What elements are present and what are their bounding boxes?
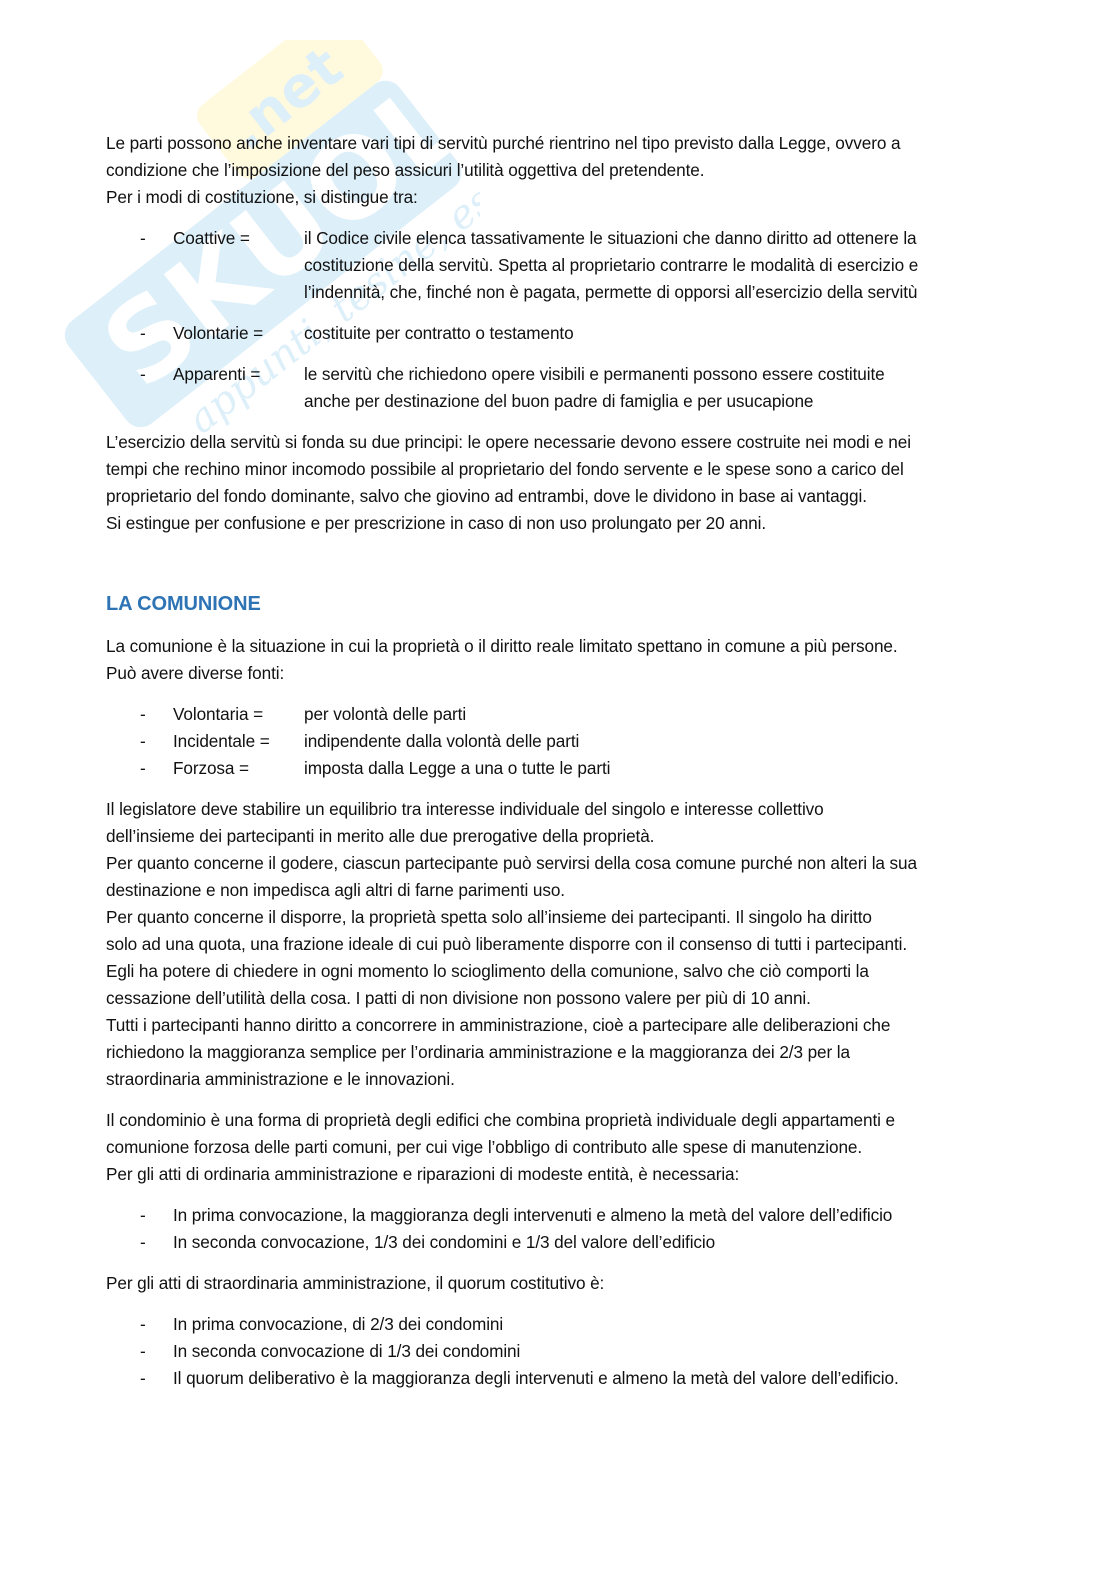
document-body	[106, 130, 1006, 1392]
list-item: - In seconda convocazione di 1/3 dei condomini	[140, 1341, 521, 1361]
list-item: - In prima convocazione, la maggioranza degli intervenuti e almeno la metà del valore dell’edificio	[140, 1205, 893, 1225]
ordinary-quorum-list	[106, 1202, 1006, 1256]
servitu-modes-list	[106, 225, 1006, 415]
comunione-body-paragraph: Il legislatore deve stabilire un equilibrio tra interesse individuale del singolo e interesse collettivo dell’insieme dei partecipanti in merito alle due prerogative della proprietà. Per quanto concerne il godere, ciascun partecipante può servirsi della cosa comune purché non alteri la sua destinazione e non impedisca agli altri di farne parimenti uso. Per quanto concerne il disporre, la proprietà spetta solo all’insieme dei partecipanti. Il singolo ha diritto solo ad una quota, una frazione ideale di cui può liberamente disporre con il consenso di tutti i partecipanti. Egli ha potere di chiedere in ogni momento lo scioglimento della comunione, salvo che ciò comporti la cessazione dell’utilità della cosa. I patti di non divisione non possono valere per più di 10 anni. Tutti i partecipanti hanno diritto a concorrere in amministrazione, cioè a partecipare alle deliberazioni che richiedono la maggioranza semplice per l’ordinaria amministrazione e la maggioranza dei 2/3 per la straordinaria amministrazione e le innovazioni.	[106, 799, 917, 1089]
term-label: Coattive =	[173, 228, 250, 248]
servitu-intro-paragraph: Le parti possono anche inventare vari tipi di servitù purché rientrino nel tipo previsto dalla Legge, ovvero a condizione che l’imposizione del peso assicuri l’utilità oggettiva del pretendente. Per i modi di costituzione, si distingue tra:	[106, 133, 901, 207]
section-heading: LA COMUNIONE	[106, 593, 261, 615]
extraordinary-intro: Per gli atti di straordinaria amministrazione, il quorum costitutivo è:	[106, 1273, 605, 1293]
comunione-sources-list	[106, 701, 1006, 782]
comunione-intro-paragraph: La comunione è la situazione in cui la proprietà o il diritto reale limitato spettano in comune a più persone. Può avere diverse fonti:	[106, 636, 898, 683]
term-label: Forzosa =	[173, 758, 249, 778]
list-item: - Incidentale = indipendente dalla volontà delle parti	[106, 728, 1006, 755]
list-item: - Apparenti = le servitù che richiedono opere visibili e permanenti possono essere costituite anche per destinazione del buon padre di famiglia e per usucapione	[106, 361, 1006, 415]
list-item: - Forzosa = imposta dalla Legge a una o tutte le parti	[106, 755, 1006, 782]
term-label: Incidentale =	[173, 731, 270, 751]
servitu-exercise-paragraph: L’esercizio della servitù si fonda su due principi: le opere necessarie devono essere costruite nei modi e nei tempi che rechino minor incomodo possibile al proprietario del fondo servente e le spese sono a carico del proprietario del fondo dominante, salvo che giovino ad entrambi, dove le dividono in base ai vantaggi. Si estingue per confusione e per prescrizione in caso di non uso prolungato per 20 anni.	[106, 432, 911, 533]
list-item: - Volontaria = per volontà delle parti	[106, 701, 1006, 728]
list-item: - In prima convocazione, di 2/3 dei condomini	[140, 1314, 504, 1334]
list-item: - Coattive = il Codice civile elenca tassativamente le situazioni che danno diritto ad ottenere la costituzione della servitù. Spetta al proprietario contrarre le modalità di esercizio e l’indennità, che, finché non è pagata, permette di opporsi all’esercizio della servitù	[106, 225, 1006, 306]
list-item: - Il quorum deliberativo è la maggioranza degli intervenuti e almeno la metà del valore dell’edificio.	[140, 1368, 899, 1388]
extraordinary-quorum-list	[106, 1311, 1006, 1392]
condominio-paragraph: Il condominio è una forma di proprietà degli edifici che combina proprietà individuale degli appartamenti e comunione forzosa delle parti comuni, per cui vige l’obbligo di contributo alle spese di manutenzione. Per gli atti di ordinaria amministrazione e riparazioni di modeste entità, è necessaria:	[106, 1110, 895, 1184]
term-label: Apparenti =	[173, 364, 261, 384]
svg-text:SKUOLA: SKUOLA	[79, 40, 480, 413]
svg-text:.net: .net	[215, 40, 355, 164]
term-label: Volontarie =	[173, 323, 264, 343]
list-item: - Volontarie = costituite per contratto o testamento	[106, 320, 1006, 347]
term-label: Volontaria =	[173, 704, 264, 724]
svg-text:appunti, tesine, esami: appunti, tesine, esami	[179, 131, 480, 444]
list-item: - In seconda convocazione, 1/3 dei condomini e 1/3 del valore dell’edificio	[140, 1232, 716, 1252]
